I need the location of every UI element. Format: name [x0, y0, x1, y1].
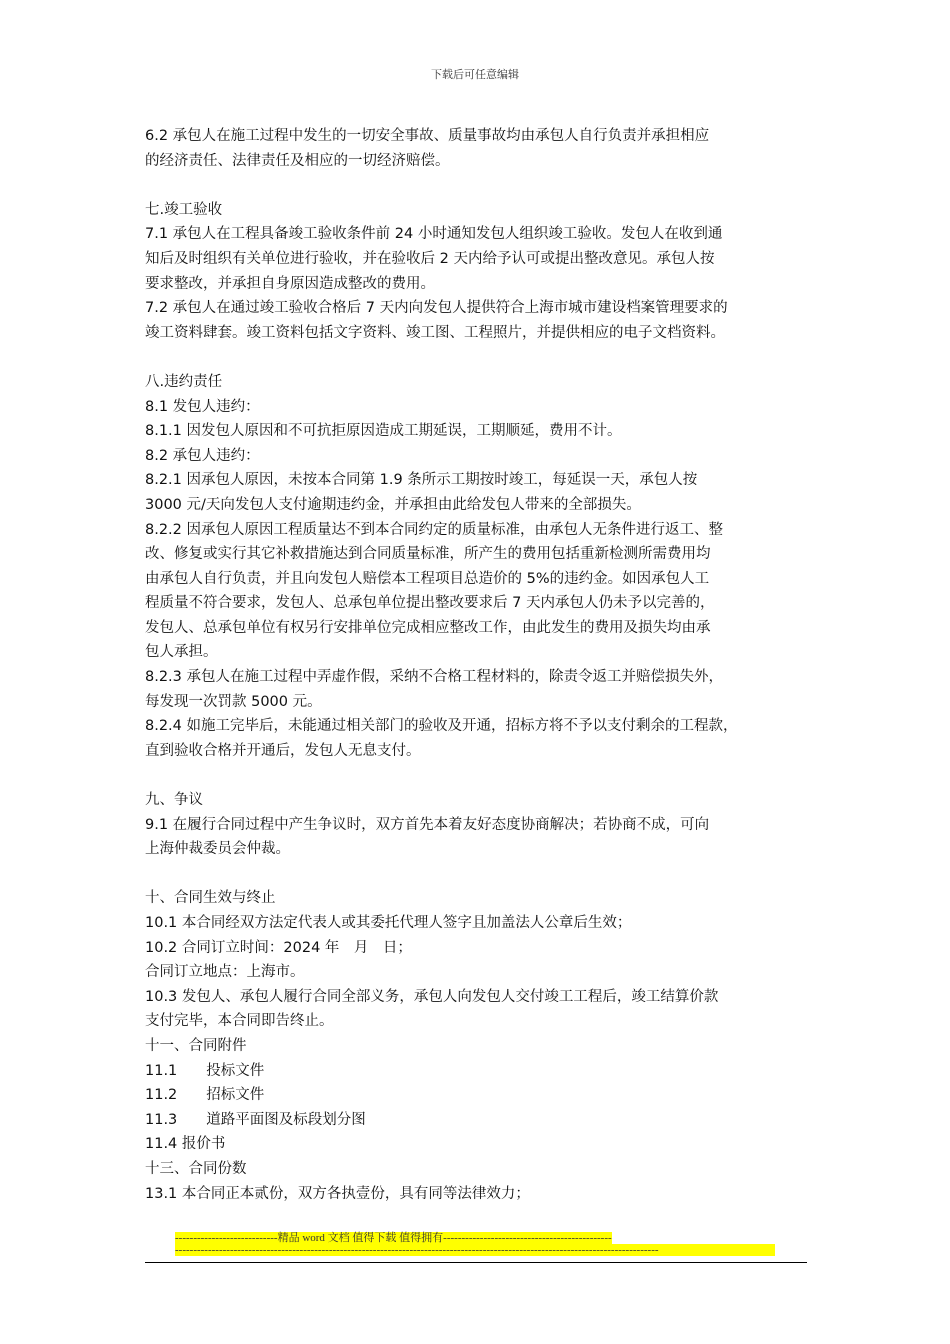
text-line: 每发现一次罚款 5000 元。 [145, 693, 322, 710]
text-line: 合同订立地点：上海市。 [145, 964, 305, 981]
text-line: 九、争议 [145, 792, 203, 809]
text-line: 上海仲裁委员会仲裁。 [145, 841, 290, 858]
blank-line [145, 763, 815, 788]
blank-line [145, 862, 815, 887]
text-line: 8.2.3 承包人在施工过程中弄虚作假，采纳不合格工程材料的，除责令返工并赔偿损失外， [145, 669, 723, 686]
text-line: 支付完毕，本合同即告终止。 [145, 1013, 334, 1030]
text-line: 的经济责任、法律责任及相应的一切经济赔偿。 [145, 152, 450, 169]
text-line: 七.竣工验收 [145, 201, 223, 218]
page-header: 下载后可任意编辑 [431, 68, 519, 81]
text-line: 竣工资料肆套。竣工资料包括文字资料、竣工图、工程照片，并提供相应的电子文档资料。 [145, 324, 725, 341]
text-line: 3000 元/天向发包人支付逾期违约金，并承担由此给发包人带来的全部损失。 [145, 496, 641, 513]
text-line: 知后及时组织有关单位进行验收，并在验收后 2 天内给予认可或提出整改意见。承包人按 [145, 250, 715, 267]
text-line: 11.4 报价书 [145, 1136, 226, 1153]
text-line: 10.1 本合同经双方法定代表人或其委托代理人签字且加盖法人公章后生效； [145, 915, 632, 931]
text-line: 7.1 承包人在工程具备竣工验收条件前 24 小时通知发包人组织竣工验收。发包人在收到通 [145, 226, 723, 243]
footer-banner [145, 1229, 807, 1245]
text-line: 13.1 本合同正本贰份，双方各执壹份，具有同等法律效力； [145, 1185, 530, 1202]
text-line: 发包人、总承包单位有权另行安排单位完成相应整改工作，由此发生的费用及损失均由承 [145, 619, 711, 636]
text-line: 8.2.2 因承包人原因工程质量达不到本合同约定的质量标准，由承包人无条件进行返工、整 [145, 521, 723, 538]
text-line: 7.2 承包人在通过竣工验收合格后 7 天内向发包人提供符合上海市城市建设档案管理要求的 [145, 300, 728, 317]
text-line: 8.2 承包人违约： [145, 447, 260, 464]
text-line: 10.2 合同订立时间：2024 年 月 日； [145, 939, 412, 956]
text-line: 9.1 在履行合同过程中产生争议时，双方首先本着友好态度协商解决；若协商不成，可向 [145, 816, 710, 833]
text-line: 11.2 招标文件 [145, 1087, 265, 1104]
text-line: 八.违约责任 [145, 373, 223, 390]
text-line: 8.1 发包人违约： [145, 398, 260, 415]
text-line: 11.3 道路平面图及标段划分图 [145, 1111, 366, 1128]
blank-line [145, 345, 815, 370]
footer-dashes-text: ------------------------------------------------------------------------------------------------------------------------------------ [175, 1244, 775, 1256]
text-line: 8.2.1 因承包人原因，未按本合同第 1.9 条所示工期按时竣工，每延误一天，承包人按 [145, 472, 698, 489]
footer-banner-text: ----------------------------精品 word 文档 值得下载 值得拥有---------------------------------------------- [175, 1232, 612, 1244]
text-line: 由承包人自行负责，并且向发包人赔偿本工程项目总造价的 5%的违约金。如因承包人工 [145, 570, 710, 587]
document-body [145, 124, 815, 1206]
footer-rule [145, 1262, 807, 1263]
text-line: 十、合同生效与终止 [145, 890, 276, 907]
text-line: 包人承担。 [145, 644, 218, 661]
text-line: 十三、合同份数 [145, 1160, 247, 1177]
text-line: 8.1.1 因发包人原因和不可抗拒原因造成工期延误，工期顺延，费用不计。 [145, 423, 622, 440]
footer-dashes [145, 1244, 807, 1259]
text-line: 改、修复或实行其它补救措施达到合同质量标准，所产生的费用包括重新检测所需费用均 [145, 546, 711, 563]
text-line: 程质量不符合要求，发包人、总承包单位提出整改要求后 7 天内承包人仍未予以完善的， [145, 595, 715, 612]
text-line: 直到验收合格并开通后，发包人无息支付。 [145, 742, 421, 759]
text-line: 10.3 发包人、承包人履行合同全部义务，承包人向发包人交付竣工工程后，竣工结算价款 [145, 988, 719, 1005]
text-line: 8.2.4 如施工完毕后，未能通过相关部门的验收及开通，招标方将不予以支付剩余的工程款， [145, 718, 738, 735]
text-line: 十一、合同附件 [145, 1037, 247, 1054]
text-line: 6.2 承包人在施工过程中发生的一切安全事故、质量事故均由承包人自行负责并承担相应 [145, 128, 710, 144]
blank-line [145, 173, 815, 198]
text-line: 要求整改，并承担自身原因造成整改的费用。 [145, 275, 435, 292]
text-line: 11.1 投标文件 [145, 1062, 265, 1079]
